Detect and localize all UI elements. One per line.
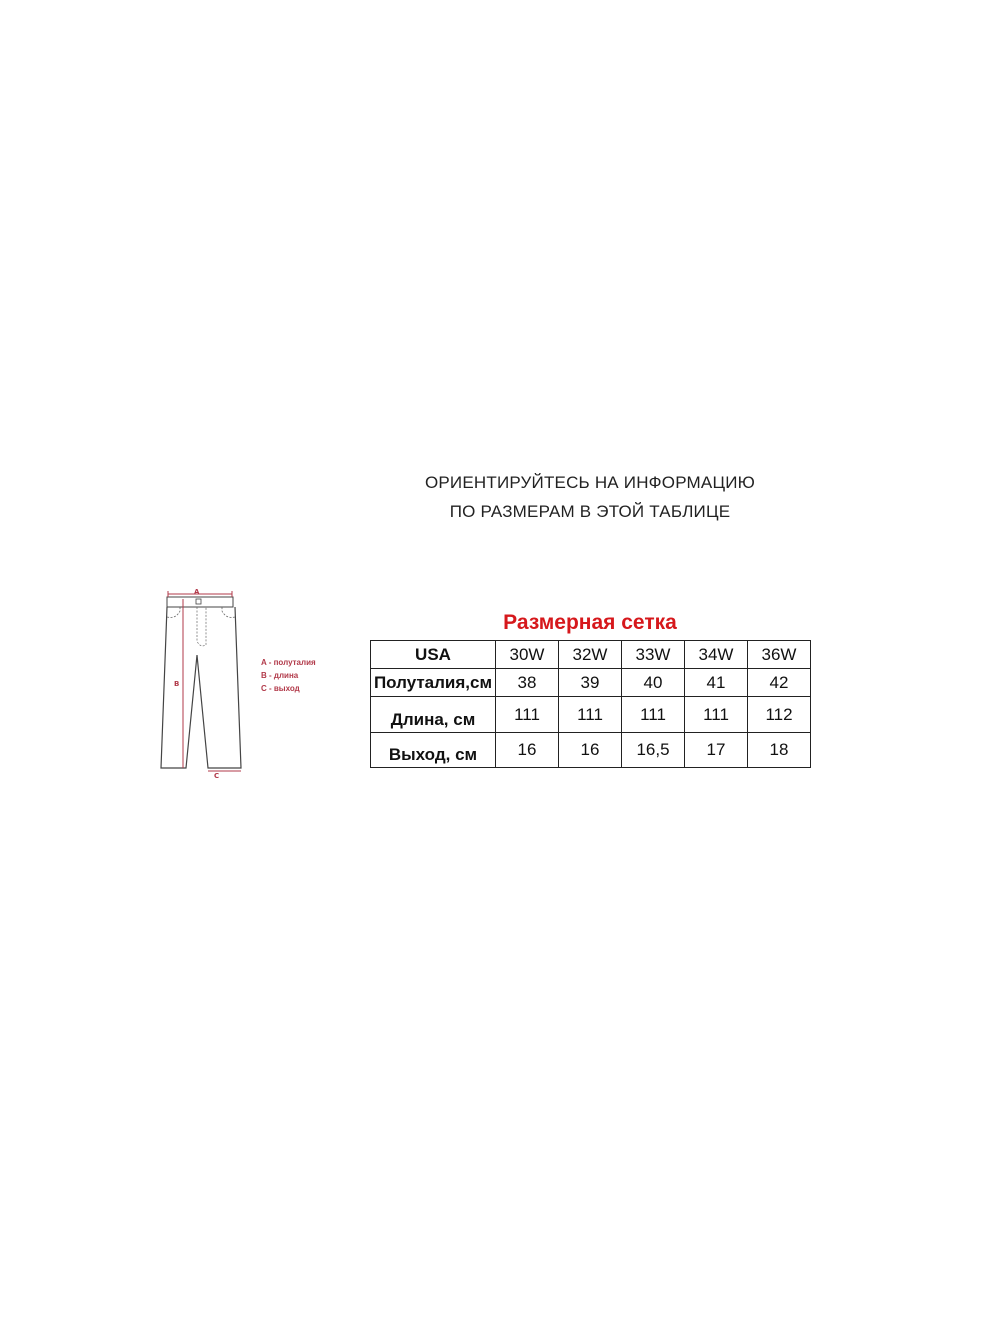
value-cell: 18 bbox=[748, 733, 811, 768]
value-cell: 17 bbox=[685, 733, 748, 768]
diagram-legend bbox=[261, 656, 316, 695]
label-b: B bbox=[174, 680, 180, 688]
value-cell: 111 bbox=[559, 697, 622, 733]
row-label: Длина, см bbox=[371, 697, 496, 733]
value-cell: 111 bbox=[685, 697, 748, 733]
value-cell: 39 bbox=[559, 669, 622, 697]
label-c: C bbox=[214, 772, 220, 780]
value-cell: 40 bbox=[622, 669, 685, 697]
label-a: A bbox=[194, 588, 200, 596]
heading-line-2: ПО РАЗМЕРАМ В ЭТОЙ ТАБЛИЦЕ bbox=[449, 502, 731, 521]
info-heading bbox=[340, 468, 840, 526]
size-table bbox=[370, 640, 811, 768]
value-cell: 16,5 bbox=[622, 733, 685, 768]
row-label: Выход, см bbox=[371, 733, 496, 768]
size-cell: 36W bbox=[748, 641, 811, 669]
table-row bbox=[371, 697, 811, 733]
value-cell: 112 bbox=[748, 697, 811, 733]
table-header-row bbox=[371, 641, 811, 669]
row-label: Полуталия,см bbox=[371, 669, 496, 697]
legend-item-a: A - полуталия bbox=[261, 658, 316, 667]
table-row bbox=[371, 669, 811, 697]
pants-icon bbox=[150, 585, 260, 780]
heading-line-1: ОРИЕНТИРУЙТЕСЬ НА ИНФОРМАЦИЮ bbox=[424, 473, 756, 492]
header-label: USA bbox=[371, 641, 496, 669]
size-cell: 33W bbox=[622, 641, 685, 669]
value-cell: 111 bbox=[622, 697, 685, 733]
pants-measurement-diagram bbox=[150, 585, 260, 780]
size-chart-title: Размерная сетка bbox=[503, 611, 677, 634]
value-cell: 111 bbox=[496, 697, 559, 733]
value-cell: 42 bbox=[748, 669, 811, 697]
table-row bbox=[371, 733, 811, 768]
size-cell: 32W bbox=[559, 641, 622, 669]
value-cell: 16 bbox=[496, 733, 559, 768]
value-cell: 16 bbox=[559, 733, 622, 768]
size-cell: 34W bbox=[685, 641, 748, 669]
legend-item-c: C - выход bbox=[261, 684, 300, 693]
legend-item-b: B - длина bbox=[261, 671, 299, 680]
value-cell: 41 bbox=[685, 669, 748, 697]
value-cell: 38 bbox=[496, 669, 559, 697]
size-cell: 30W bbox=[496, 641, 559, 669]
